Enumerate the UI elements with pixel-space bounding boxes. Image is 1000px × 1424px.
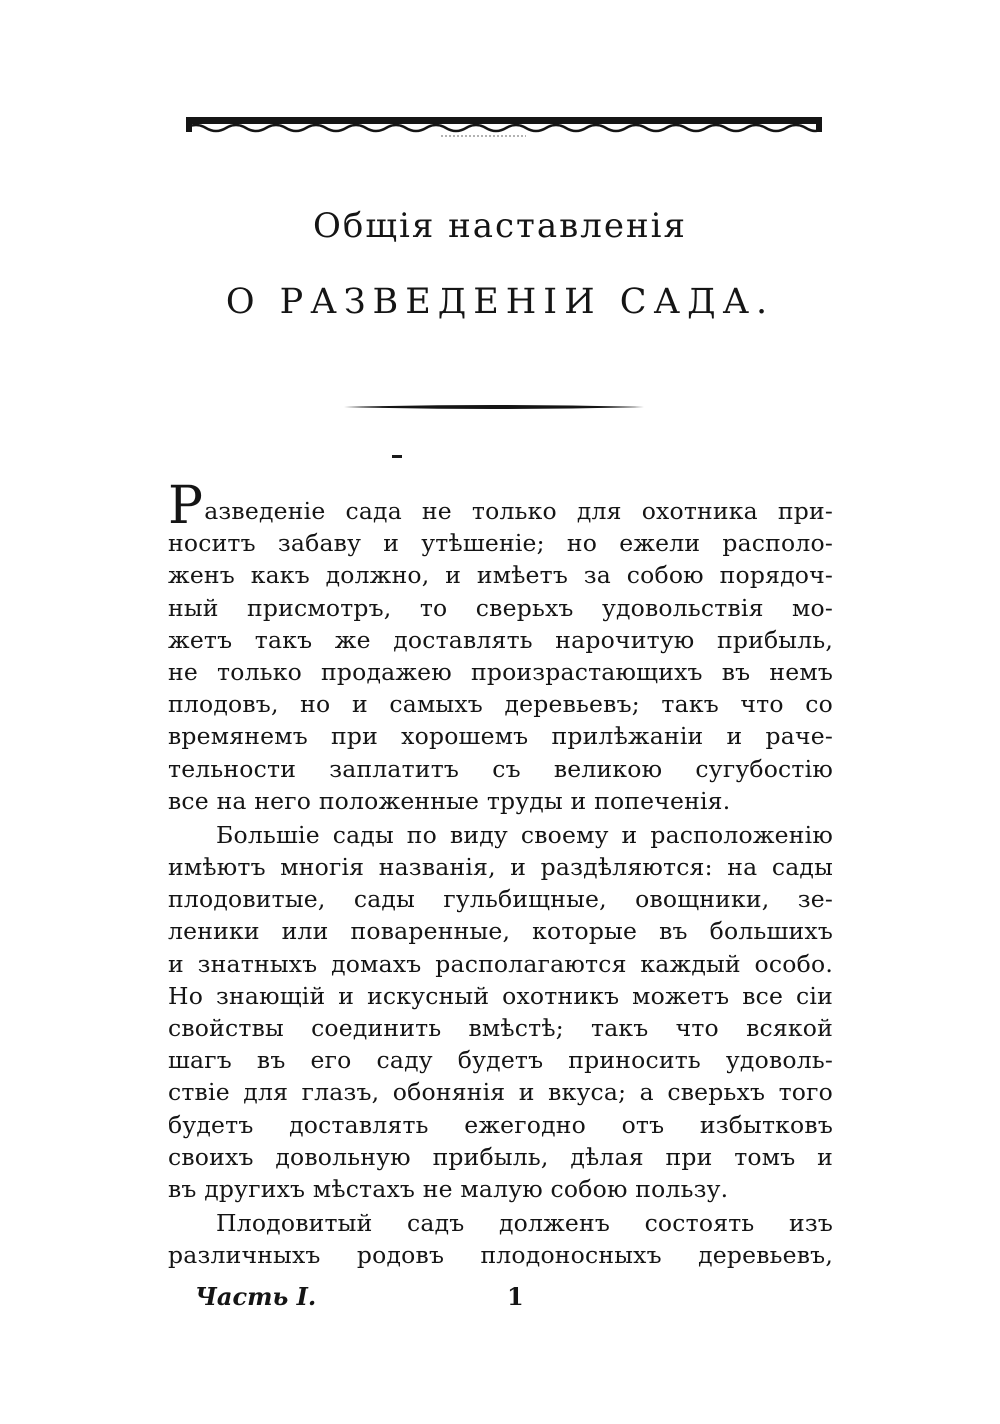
top-ornamental-band [186,116,822,138]
text-line: Плодовитый садъ долженъ состоять изъ [216,1209,833,1238]
paragraph-3 [168,1207,833,1271]
text-line: носитъ забаву и утѣшеніе; но ежели располо- [168,529,833,558]
text-line: плодовитые, сады гульбищные, овощники, зе- [168,885,833,914]
text-line: шагъ въ его саду будетъ приносить удоволь- [168,1046,833,1075]
text-line: плодовъ, но и самыхъ деревьевъ; такъ что со [168,690,833,719]
body-text [168,476,833,1272]
main-title: Общія наставленія [313,206,687,246]
paragraph-2 [168,819,833,1205]
text-line: не только продажею произрастающихъ въ немъ [168,657,833,686]
divider-rule [344,403,644,411]
page-footer [195,1282,815,1316]
text-line: леники или поваренные, которые въ большихъ [168,917,833,946]
subtitle: О РАЗВЕДЕНІИ САДА. [225,282,775,322]
text-line: имѣютъ многія названія, и раздѣляются: на сады [168,853,833,882]
text-line: своихъ довольную прибыль, дѣлая при томъ и [168,1142,833,1171]
text-line: тельности заплатитъ съ великою сугубостію [168,754,833,783]
drop-cap: Р [168,476,204,536]
text-line: ный присмотръ, то сверьхъ удовольствія мо- [168,593,833,622]
text-line: Но знающій и искусный охотникъ можетъ все сіи [168,981,833,1010]
text-line: женъ какъ должно, и имѣетъ за собою порядоч- [168,561,833,590]
signature-mark: Часть I. [195,1282,317,1311]
text-line: жетъ такъ же доставлять нарочитую прибыль, [168,625,833,654]
page-number: 1 [507,1282,524,1311]
text-line: Разведеніе сада не только для охотника при- [168,476,833,536]
text-line: въ другихъ мѣстахъ не малую собою пользу. [168,1174,729,1203]
text-line: будетъ доставлять ежегодно отъ избытковъ [168,1110,833,1139]
text-line: ствіе для глазъ, обонянія и вкуса; а сверьхъ того [168,1078,833,1107]
text-line: Большіе сады по виду своему и расположенію [216,820,833,849]
text-line: времянемъ при хорошемъ прилѣжаніи и раче- [168,722,833,751]
small-dash-mark [392,455,402,458]
text-line: свойствы соединить вмѣстѣ; такъ что всякой [168,1014,833,1042]
paragraph-1 [168,476,833,817]
text-line: все на него положенные труды и попеченія. [168,786,731,815]
text-line: различныхъ родовъ плодоносныхъ деревьевъ, [168,1241,833,1270]
text-line: и знатныхъ домахъ располагаются каждый особо. [168,949,833,978]
